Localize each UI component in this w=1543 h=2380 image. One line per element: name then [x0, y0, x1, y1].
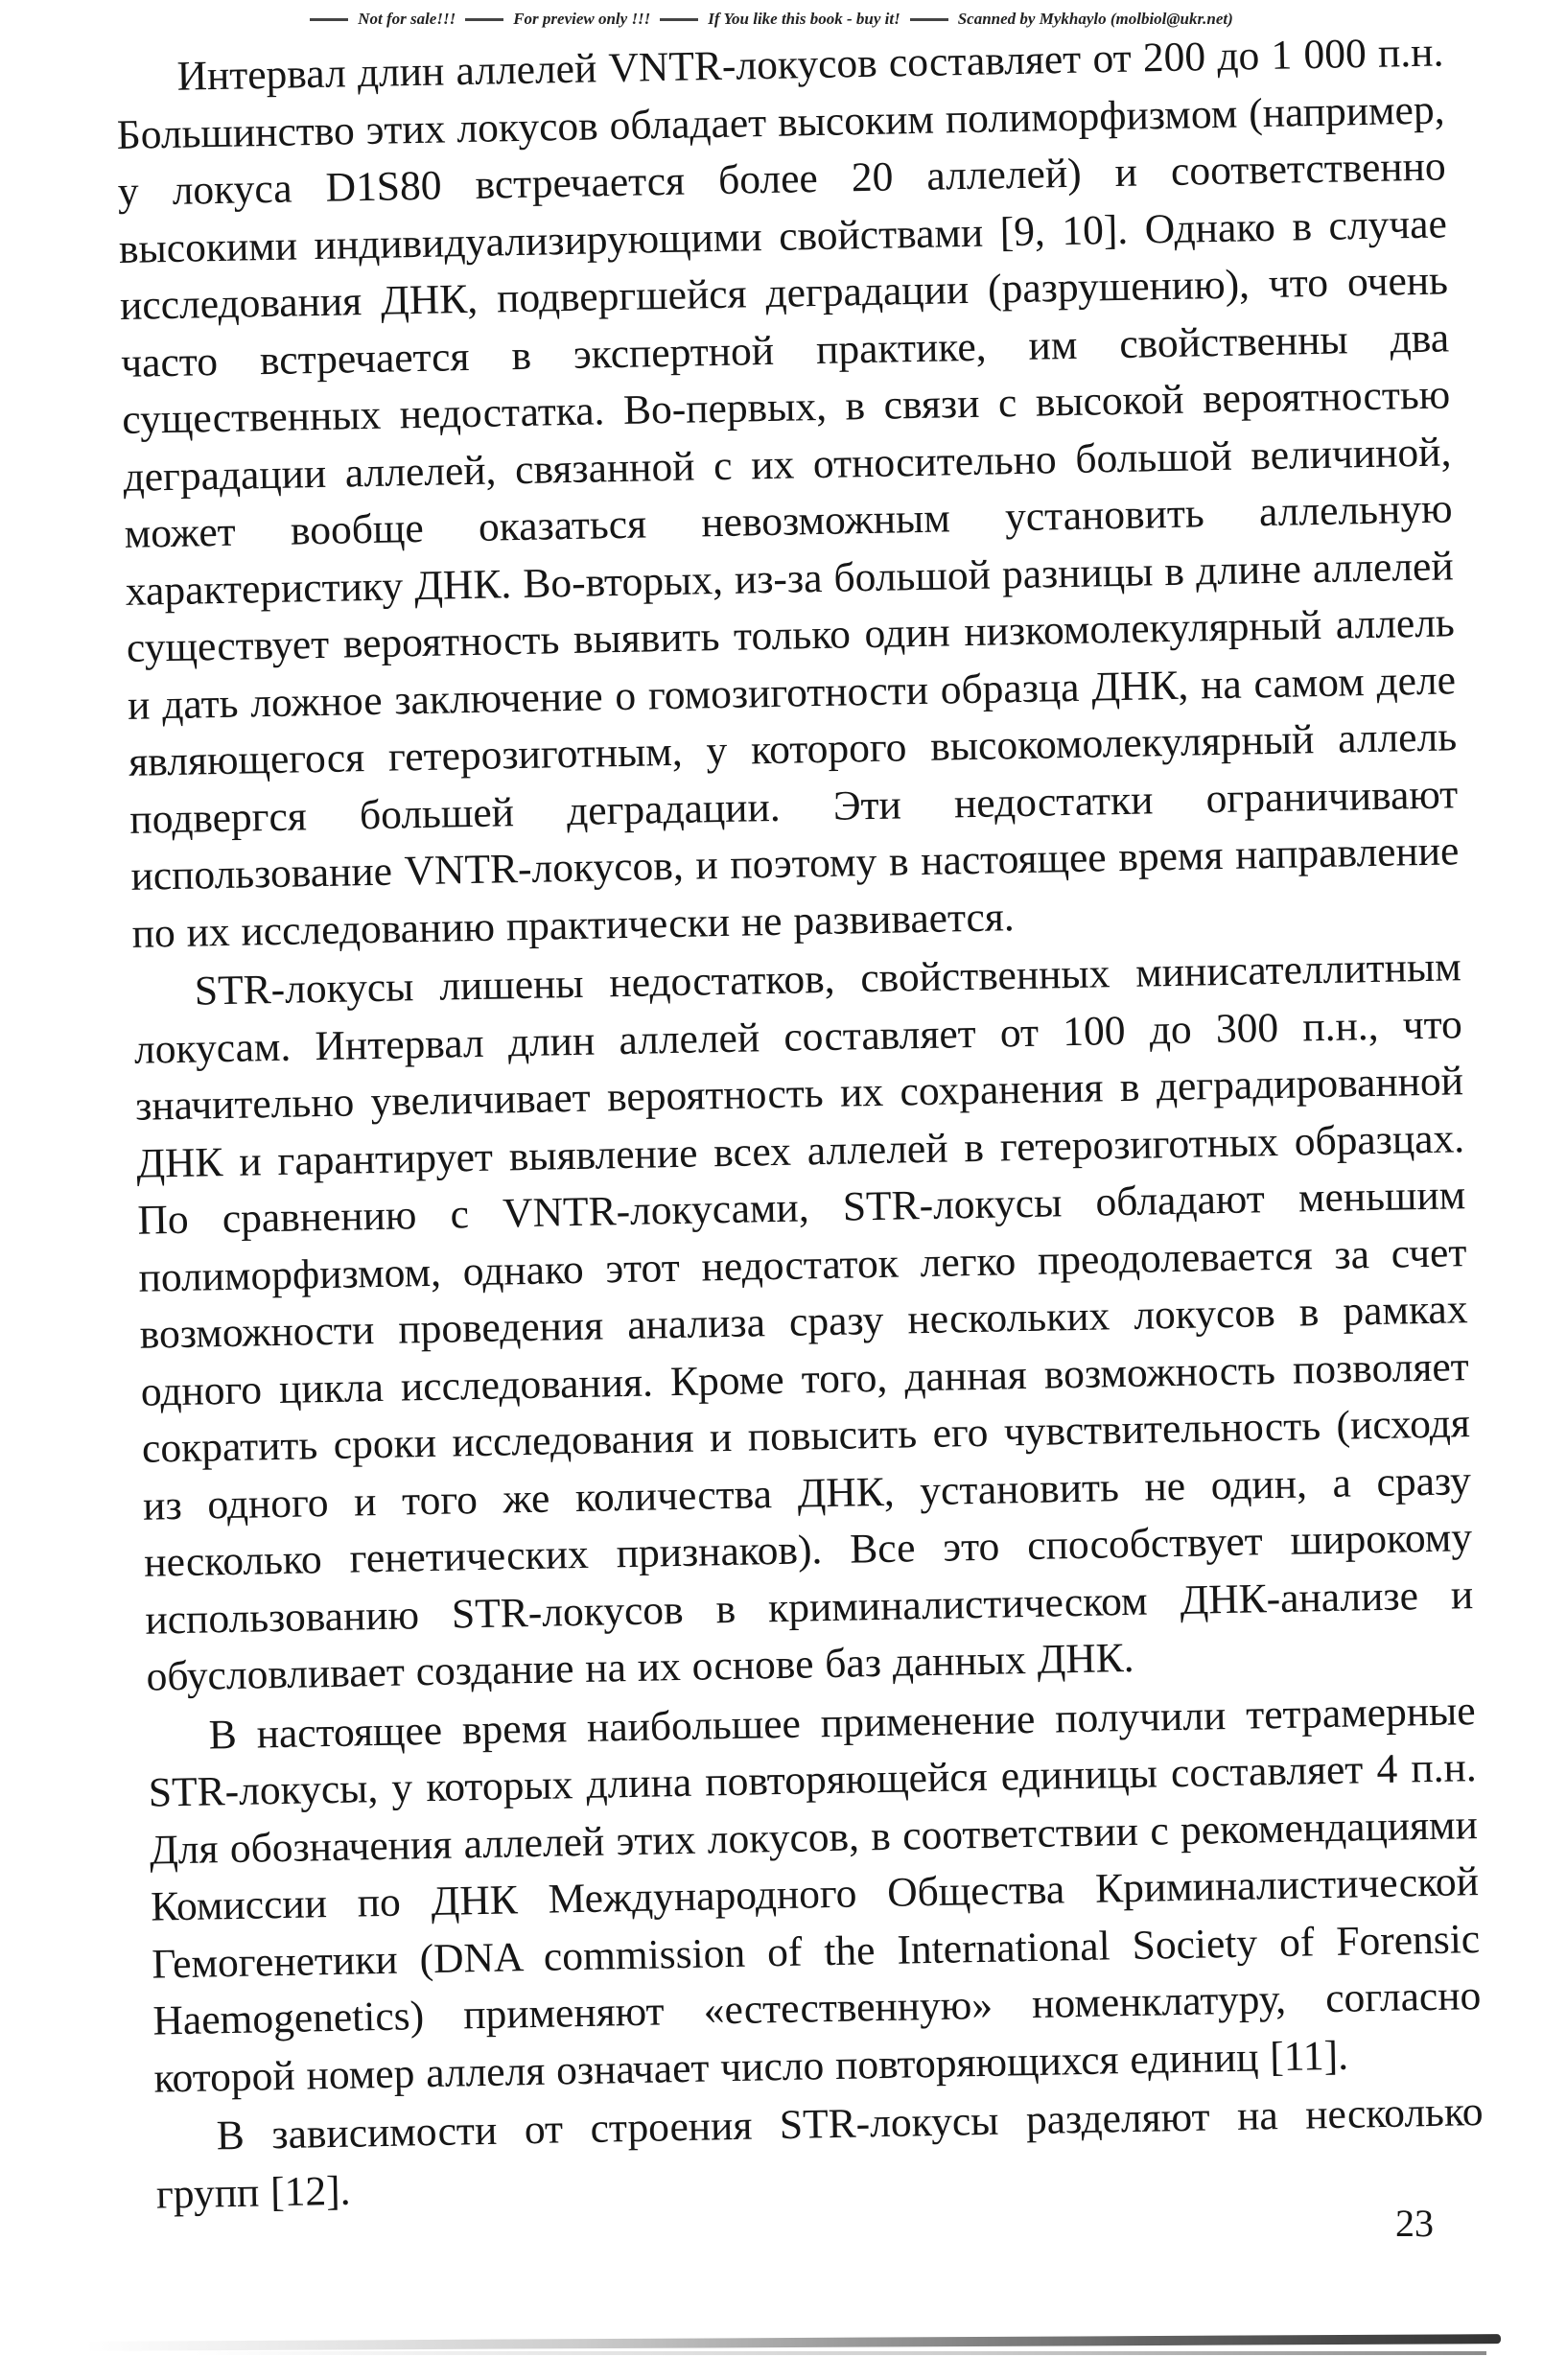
paragraph-vntr-loci: Интервал длин аллелей VNTR-локусов составляет от 200 до 1 000 п.н. Большинство этих локусов обладает высоким полиморфизмом (например, у локуса D1S80 встречается более 20 аллелей) и соответственно высокими индивидуализирующими свойствами [9, 10]. Однако в случае исследования ДНК, подвергшейся деградации (разрушению), что очень часто встречается в экспертной практике, им свойственны два существенных недостатка. Во-первых, в связи с высокой вероятностью деградации аллелей, связанной с их относительно большой величиной, может вообще оказаться невозможным установить аллельную характеристику ДНК. Во-вторых, из-за большой разницы в длине аллелей существует вероятность выявить только один низкомолекулярный аллель и дать ложное заключение о гомозиготности образца ДНК, на самом деле являющегося гетерозиготным, у которого высокомолекулярный аллель подвергся большей деградации. Эти недостатки ограничивают использование VNTR-локусов, и поэтому в настоящее время направление по их исследованию практически не развивается. [116, 29, 1460, 957]
banner-divider [465, 18, 503, 21]
banner-divider [660, 18, 698, 21]
paragraph-str-groups: В зависимости от строения STR-локусы разделяют на несколько групп [12]. [155, 2088, 1484, 2218]
scan-edge-shadow [86, 2334, 1501, 2351]
banner-divider [310, 18, 348, 21]
scan-watermark-banner [0, 10, 1543, 29]
banner-item-scanned-by: Scanned by Mykhaylo (molbiol@ukr.net) [957, 10, 1233, 28]
scan-edge-shadow-secondary [192, 2351, 1486, 2355]
paragraph-str-loci: STR-локусы лишены недостатков, свойственных минисателлитным локусам. Интервал длин аллелей составляет от 100 до 300 п.н., что значительно увеличивает вероятность их сохранения в деградированной ДНК и гарантирует выявление всех аллелей в гетерозиготных образцах. По сравнению с VNTR-локусами, STR-локусы обладают меньшим полиморфизмом, однако этот недостаток легко преодолевается за счет возможности проведения анализа сразу нескольких локусов в рамках одного цикла исследования. Кроме того, данная возможность позволяет сократить сроки исследования и повысить его чувствительность (исходя из одного и того же количества ДНК, установить не один, а сразу несколько генетических признаков). Все это способствует широкому использованию STR-локусов в криминалистическом ДНК-анализе и обусловливает создание на их основе баз данных ДНК. [133, 944, 1474, 1700]
paragraph-tetrameric-str: В настоящее время наибольшее применение получили тетрамерные STR-локусы, у которых длина повторяющейся единицы составляет 4 п.н. Для обозначения аллелей этих локусов, в соответствии с рекомендациями Комиссии по ДНК Международного Общества Криминалистической Гемогенетики (DNA commission of the International Society of Forensic Haemogenetics) применяют «естественную» номенклатуру, согласно которой номер аллеля означает число повторяющихся единиц [11]. [148, 1687, 1482, 2102]
banner-item-preview-only: For preview only !!! [513, 10, 651, 28]
banner-item-not-for-sale: Not for sale!!! [358, 10, 456, 28]
banner-item-buy-it: If You like this book - buy it! [708, 10, 900, 28]
page-body [115, 24, 1485, 2223]
page-number: 23 [1395, 2202, 1434, 2245]
banner-divider [910, 18, 948, 21]
